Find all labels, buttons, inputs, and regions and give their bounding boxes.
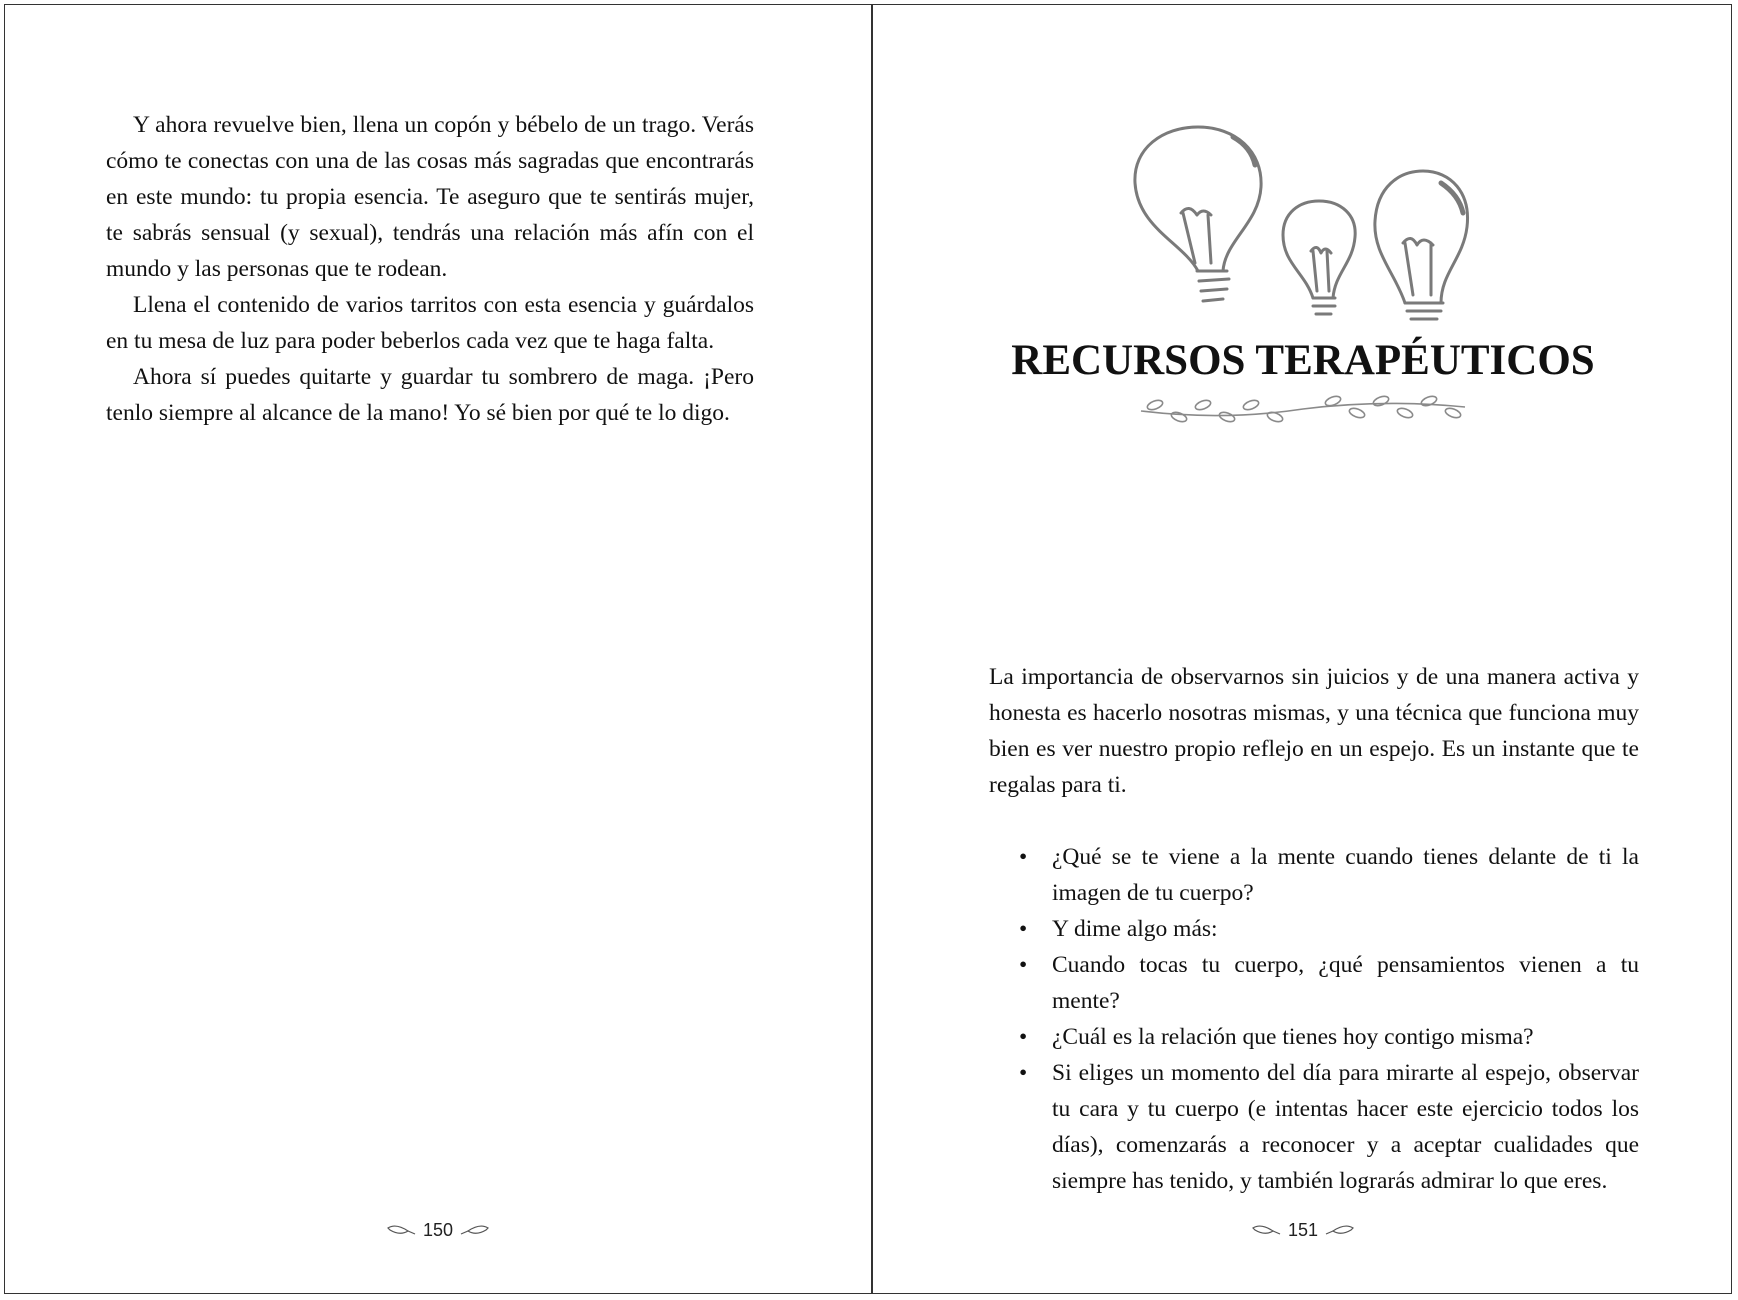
intro-paragraph: La importancia de observarnos sin juicios y de una manera activa y honesta es hacerlo nosotras mismas, y una técnica que funciona muy bien es ver nuestro propio reflejo en un espejo. Es un instante que te regalas para ti. xyxy=(989,664,1639,798)
list-item xyxy=(989,911,1639,947)
list-item-text: ¿Cuál es la relación que tienes hoy contigo misma? xyxy=(1052,1024,1534,1050)
page-folio-left xyxy=(5,1219,871,1241)
bullet-icon: • xyxy=(1019,844,1028,870)
list-item-text: ¿Qué se te viene a la mente cuando tienes delante de ti la imagen de tu cuerpo? xyxy=(1052,844,1639,906)
list-item xyxy=(989,1055,1639,1199)
bullet-icon: • xyxy=(1019,1024,1028,1050)
leaf-vine-ornament-icon xyxy=(1133,395,1473,425)
light-bulbs-icon xyxy=(1123,123,1483,323)
leaf-right-icon xyxy=(1325,1224,1355,1238)
leaf-left-icon xyxy=(386,1224,416,1238)
chapter-heading xyxy=(873,123,1733,425)
bullet-icon: • xyxy=(1019,952,1028,978)
chapter-title: RECURSOS TERAPÉUTICOS xyxy=(1011,337,1595,384)
list-item-text: Cuando tocas tu cuerpo, ¿qué pensamientos vienen a tu mente? xyxy=(1052,952,1639,1014)
bullet-icon: • xyxy=(1019,1060,1028,1086)
right-page xyxy=(873,5,1733,1293)
list-item xyxy=(989,839,1639,911)
page-number: 151 xyxy=(1287,1220,1319,1240)
list-item-text: Y dime algo más: xyxy=(1052,916,1218,942)
left-page xyxy=(5,5,871,1293)
page-number: 150 xyxy=(422,1220,454,1240)
bullet-icon: • xyxy=(1019,916,1028,942)
question-list xyxy=(989,839,1639,1199)
page-folio-right xyxy=(873,1219,1733,1241)
paragraph: Ahora sí puedes quitarte y guardar tu sombrero de maga. ¡Pero tenlo siempre al alcance de la mano! Yo sé bien por qué te lo digo. xyxy=(106,364,754,426)
list-item-text: Si eliges un momento del día para mirarte al espejo, observar tu cara y tu cuerpo (e intentas hacer este ejercicio todos los días), comenzarás a reconocer y a aceptar cualidades que siempre has tenido, y también lograrás admirar lo que eres. xyxy=(1052,1060,1639,1194)
list-item xyxy=(989,947,1639,1019)
leaf-left-icon xyxy=(1251,1224,1281,1238)
leaf-right-icon xyxy=(460,1224,490,1238)
paragraph: Y ahora revuelve bien, llena un copón y bébelo de un trago. Verás cómo te conectas con una de las cosas más sagradas que encontrarás en este mundo: tu propia esencia. Te aseguro que te sentirás mujer, te sabrás sensual (y sexual), tendrás una relación más afín con el mundo y las personas que te rodean. xyxy=(106,112,754,282)
left-body-text xyxy=(106,107,754,431)
paragraph: Llena el contenido de varios tarritos con esta esencia y guárdalos en tu mesa de luz para poder beberlos cada vez que te haga falta. xyxy=(106,292,754,354)
list-item xyxy=(989,1019,1639,1055)
book-spread xyxy=(4,4,1732,1294)
